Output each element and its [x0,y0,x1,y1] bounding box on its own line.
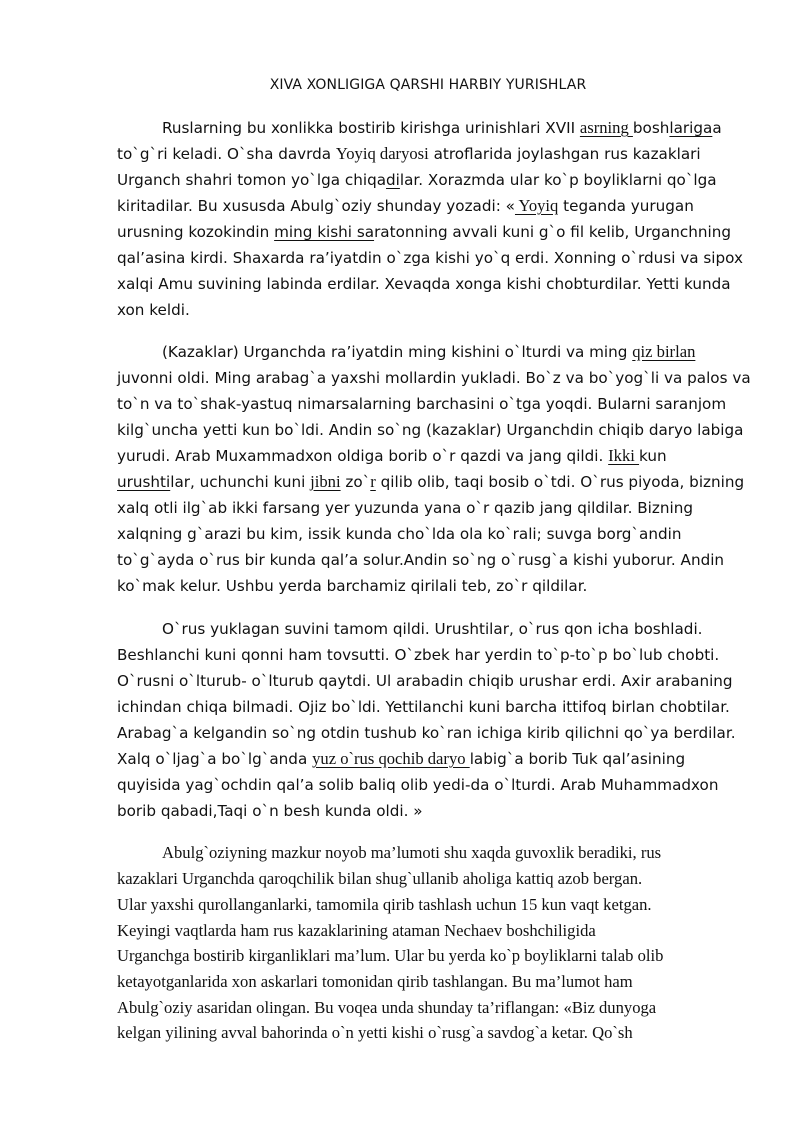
paragraph-2-line-7: xalq otli ilg`ab ikki farsang yer yuzunda yana o`r qazib jang qildilar. Bizning [117,499,693,517]
text-run: teganda yurugan [558,197,694,215]
document-title: XIVA XONLIGIGA QARSHI HARBIY YURISHLAR [269,77,587,93]
paragraph-4-line-8: kelgan yilining avval bahorinda o`n yetti kishi o`rusg`a savdog`a ketar. Qo`sh [117,1023,633,1042]
paragraph-3-line-6 [117,749,685,769]
paragraph-4-line-6: ketayotganlarida xon askarlari tomonidan qirib tashlangan. Bu ma’lumot ham [117,972,633,991]
paragraph-1-line-8: xon keldi. [117,301,190,319]
paragraph-3-line-5: Arabag`a kelgandin so`ng otdin tushub ko`ran ichiga kirib qilichni qo`ya berdilar. [117,724,736,742]
text-run: bosh [632,119,670,137]
text-run: lar, uchunchi kuni [170,473,311,491]
text-run: kun [639,447,667,465]
text-run: a [712,119,722,137]
underlined-text: ming kishi sa [274,223,375,241]
paragraph-4-line-7: Abulg`oziy asaridan olingan. Bu voqea unda shunday ta’riflangan: «Biz dunyoga [117,998,657,1017]
text-run: labig`a borib Tuk qal’asining [469,750,686,768]
underlined-text: r [370,472,376,491]
paragraph-4-line-4: Keyingi vaqtlarda ham rus kazaklarining ataman Nechaev boshchiligida [117,921,596,940]
paragraph-1-line-4 [117,196,694,216]
paragraph-1-line-3 [117,170,717,190]
text-run: Urganch shahri tomon yo`lga chiqa [117,171,387,189]
underlined-text: jibni [310,472,341,491]
paragraph-2-line-1 [162,342,695,362]
text-run: Ruslarning bu xonlikka bostirib kirishga urinishlari XVII [162,119,580,137]
text-run: kiritadilar. Bu xususda Abulg`oziy shunday yozadi: « [117,197,515,215]
paragraph-2-line-9: to`g`ayda o`rus bir kunda qal’a solur.Andin so`ng o`rusg`a kishi yuborur. Andin [117,551,725,569]
text-run: yurudi. Arab Muxammadxon oldiga borib o`r qazdi va jang qildi. [117,447,609,465]
text-run: (Kazaklar) Urganchda ra’iyatdin ming kishini o`lturdi va ming [162,343,633,361]
text-run: zo` [340,473,371,491]
paragraph-1-line-6: qal’asina kirdi. Shaxarda ra’iyatdin o`zga kishi yo`q erdi. Xonning o`rdusi va sipox [117,249,743,267]
paragraph-2-line-6 [117,472,744,492]
paragraph-2-line-5 [117,446,667,466]
text-run: urusning kozokindin [117,223,275,241]
paragraph-4-line-5: Urganchga bostirib kirganliklari ma’lum. Ular bu yerda ko`p boyliklarni talab olib [117,946,664,965]
underlined-text: di [386,171,400,189]
paragraph-3-line-8: borib qabadi,Taqi o`n besh kunda oldi. » [117,802,423,820]
text-run: Xalq o`ljag`a bo`lg`anda [117,750,313,768]
underlined-text: asrning [579,118,633,137]
paragraph-3-line-2: Beshlanchi kuni qonni ham tovsutti. O`zbek har yerdin to`p-to`p bo`lub chobti. [117,646,720,664]
paragraph-2-line-10: ko`mak kelur. Ushbu yerda barchamiz qirilali teb, zo`r qildilar. [117,577,588,595]
paragraph-4-line-3: Ular yaxshi qurollanganlarki, tamomila qirib tashlash uchun 15 kun vaqt ketgan. [117,895,652,914]
paragraph-1-line-7: xalqi Amu suvining labinda erdilar. Xevaqda xonga kishi chobturdilar. Yetti kunda [117,275,731,293]
text-run: to`g`ri keladi. O`sha davrda [117,145,336,163]
paragraph-3-line-1: O`rus yuklagan suvini tamom qildi. Urushtilar, o`rus qon icha boshladi. [162,620,703,638]
paragraph-4-line-1: Abulg`oziyning mazkur noyob ma’lumoti shu xaqda guvoxlik beradiki, rus [162,843,662,862]
text-run: qilib olib, taqi bosib o`tdi. O`rus piyoda, bizning [375,473,745,491]
underlined-text: lariga [669,119,713,137]
paragraph-2-line-4: kilg`uncha yetti kun bo`ldi. Andin so`ng (kazaklar) Urganchdin chiqib daryo labiga [117,421,744,439]
paragraph-3-line-3: O`rusni o`lturub- o`lturub qaytdi. Ul arabadin chiqib urushar erdi. Axir arabaning [117,672,733,690]
text-run: lar. Xorazmda ular ko`p boyliklarni qo`lga [399,171,717,189]
underlined-text: Ikki [608,446,640,465]
paragraph-3-line-7: quyisida yag`ochdin qal’a solib baliq olib yedi-da o`lturdi. Arab Muhammadxon [117,776,719,794]
underlined-text: urushti [117,473,171,491]
paragraph-2-line-3: to`n va to`shak-yastuq nimarsalarning barchasini o`tga yoqdi. Bularni saranjom [117,395,727,413]
text-run: ratonning avvali kuni g`o fil kelib, Urganchning [374,223,731,241]
paragraph-3-line-4: ichindan chiqa bilmadi. Ojiz bo`ldi. Yettilanchi kuni barcha ittifoq birlan chobtilar. [117,698,730,716]
paragraph-1-line-5 [117,222,731,242]
paragraph-1-line-2 [117,144,701,164]
paragraph-2-line-2: juvonni oldi. Ming arabag`a yaxshi mollardin yukladi. Bo`z va bo`yog`li va palos va [117,369,751,387]
underlined-text: qiz birlan [632,342,696,361]
underlined-text: yuz o`rus qochib daryo [312,749,470,768]
paragraph-4-line-2: kazaklari Urganchda qaroqchilik bilan shug`ullanib aholiga kattiq azob bergan. [117,869,643,888]
underlined-text: Yoyiq [514,196,559,215]
paragraph-1-line-1 [162,118,722,138]
text-run: atroflarida joylashgan rus kazaklari [428,145,701,163]
paragraph-2-line-8: xalqning g`arazi bu kim, issik kunda cho`lda ola ko`rali; suvga borg`andin [117,525,682,543]
text-run: Yoyiq daryosi [335,144,429,163]
